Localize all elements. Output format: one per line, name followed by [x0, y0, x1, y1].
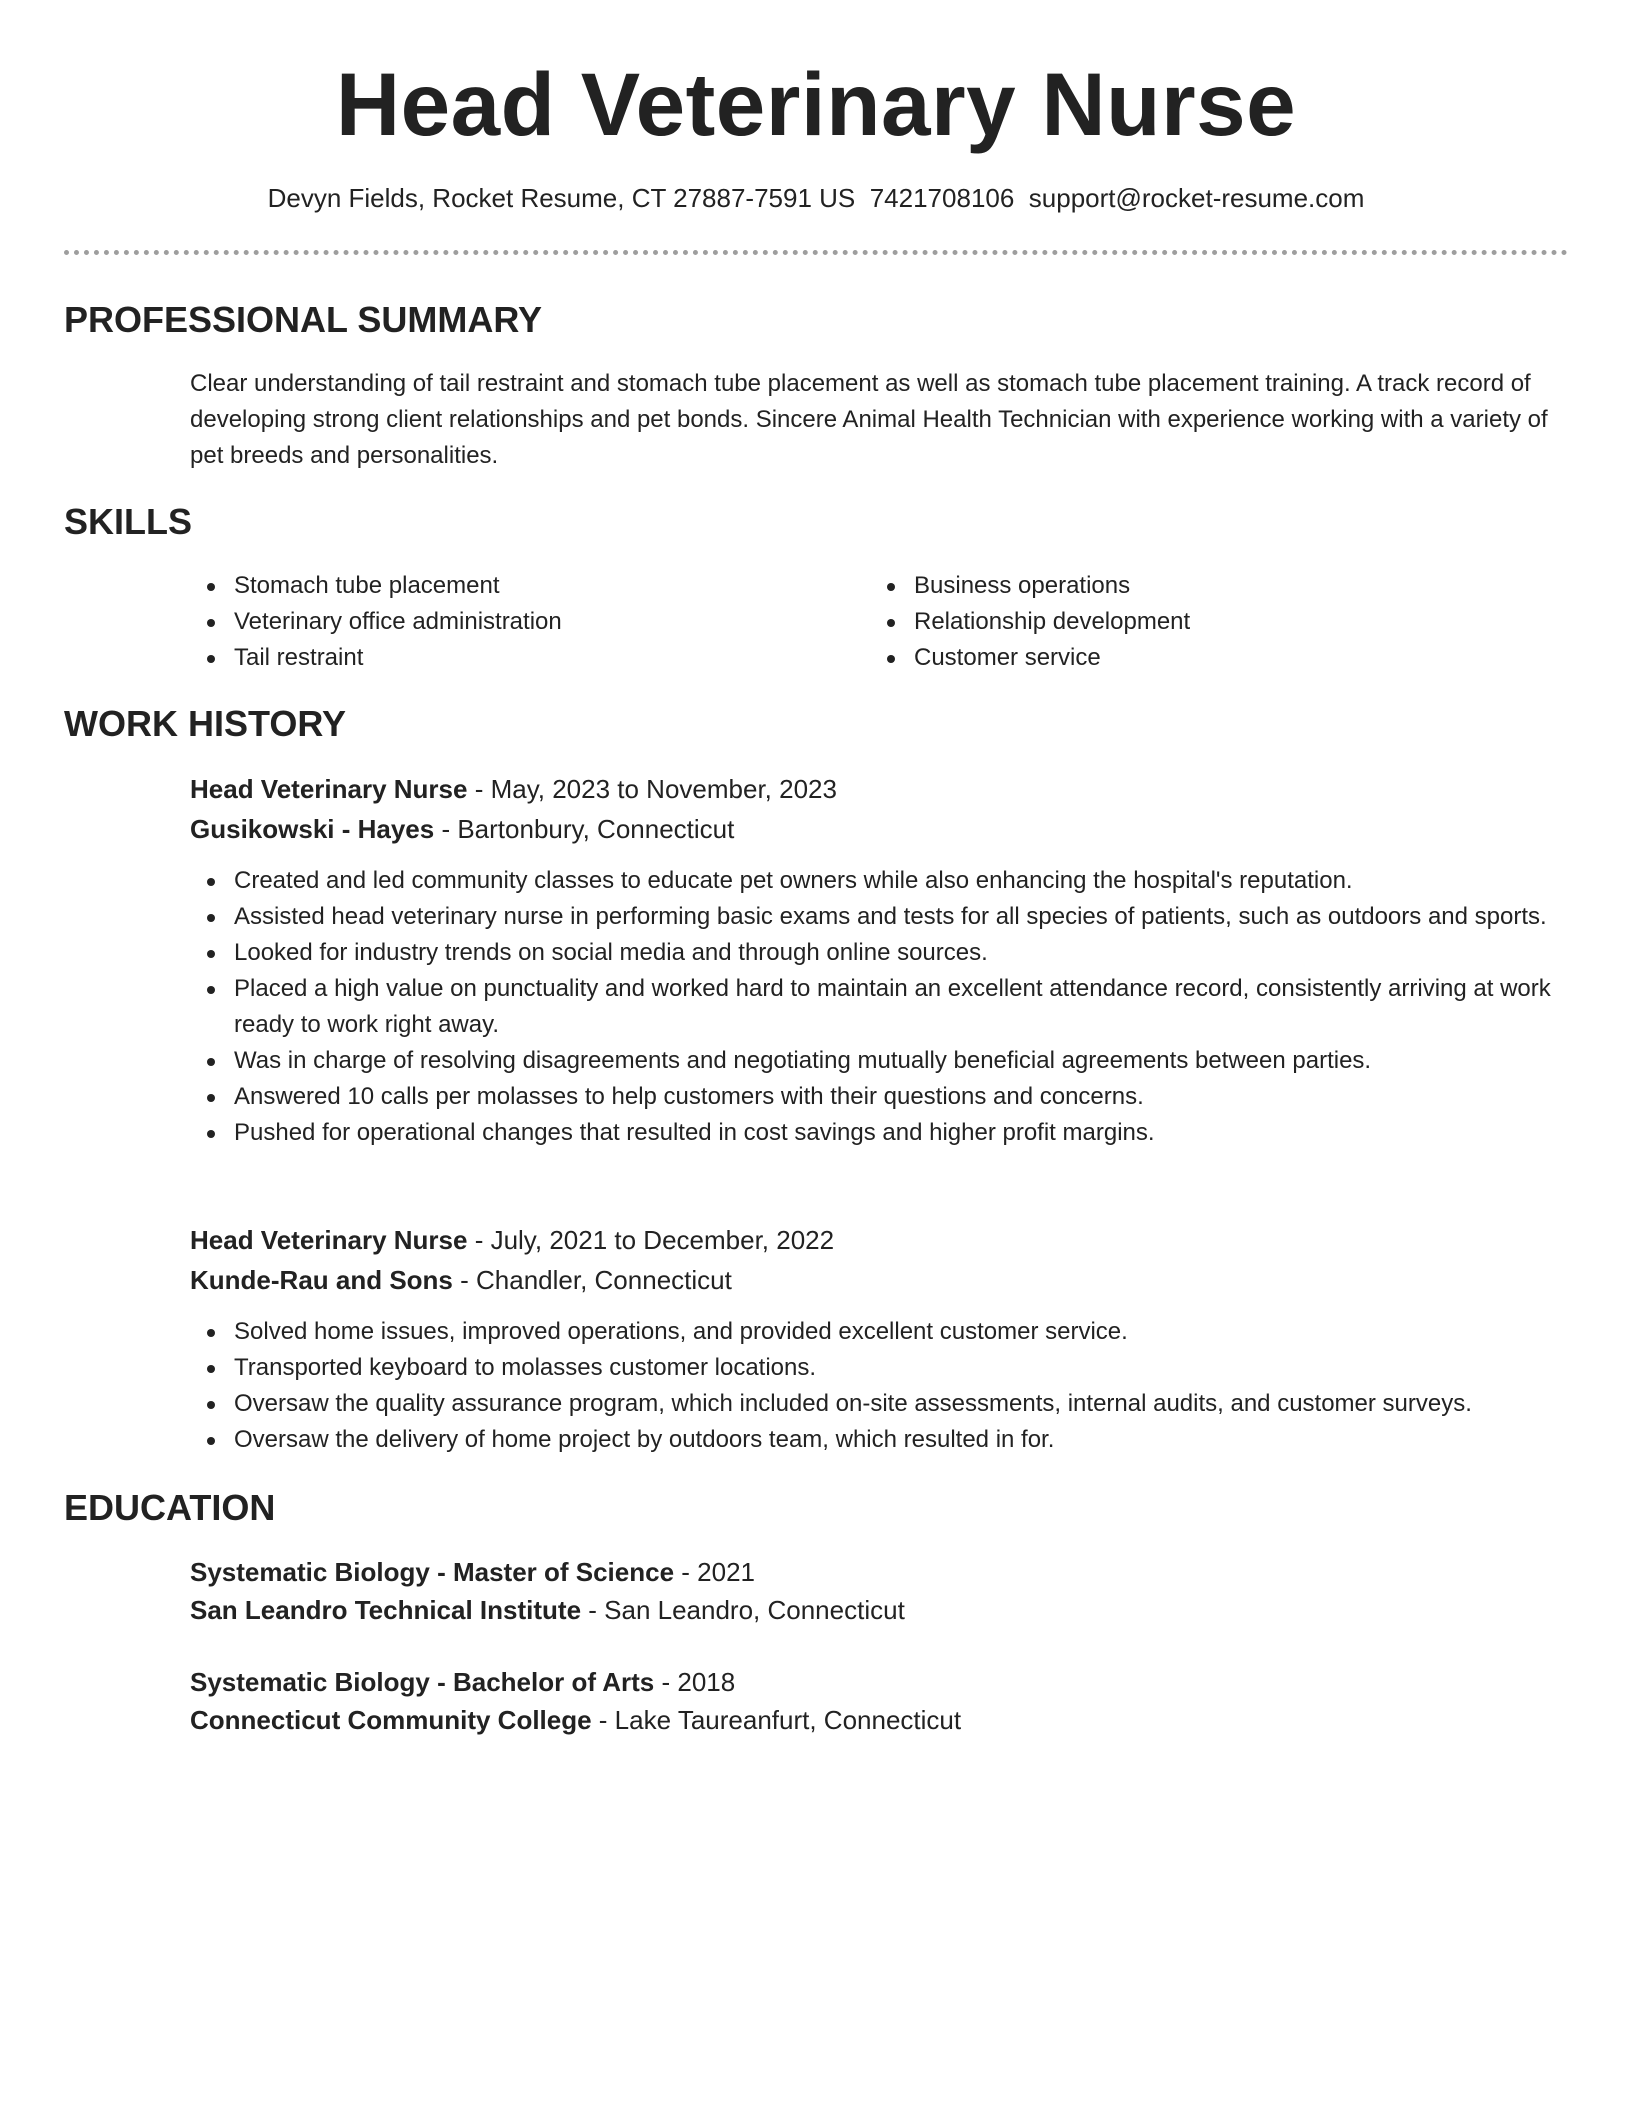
contact-line	[0, 180, 1632, 216]
job-duty-item: Solved home issues, improved operations, and provided excellent customer service.	[190, 1314, 1570, 1350]
section-title-skills: SKILLS	[64, 501, 193, 542]
education-school: Connecticut Community College	[190, 1705, 592, 1735]
job-employer-line	[190, 1260, 732, 1300]
job-duty-item: Looked for industry trends on social media and through online sources.	[190, 935, 1570, 971]
education-school-line	[190, 1700, 961, 1740]
job-location: - Chandler, Connecticut	[452, 1265, 732, 1295]
job-duty-item: Pushed for operational changes that resulted in cost savings and higher profit margins.	[190, 1115, 1570, 1151]
header-divider	[64, 250, 1568, 255]
job-company: Gusikowski - Hayes	[190, 814, 435, 844]
skill-item: Veterinary office administration	[190, 604, 830, 640]
skills-list-left	[190, 568, 830, 676]
education-location: - Lake Taureanfurt, Connecticut	[591, 1705, 962, 1735]
education-degree: Systematic Biology - Bachelor of Arts	[190, 1667, 655, 1697]
section-title-work: WORK HISTORY	[64, 703, 347, 744]
job-employer-line	[190, 809, 734, 849]
job-title: Head Veterinary Nurse	[190, 1225, 468, 1255]
skill-item: Business operations	[870, 568, 1510, 604]
education-degree: Systematic Biology - Master of Science	[190, 1557, 675, 1587]
education-year: - 2021	[674, 1557, 755, 1587]
education-year: - 2018	[654, 1667, 736, 1697]
skill-item: Stomach tube placement	[190, 568, 830, 604]
section-title-education: EDUCATION	[64, 1487, 276, 1528]
education-school-line	[190, 1590, 905, 1630]
job-company: Kunde-Rau and Sons	[190, 1265, 453, 1295]
contact-phone: 7421708106	[869, 183, 1015, 213]
skills-list-right	[870, 568, 1510, 676]
resume-title: Head Veterinary Nurse	[335, 54, 1297, 154]
section-title-summary: PROFESSIONAL SUMMARY	[64, 299, 543, 340]
job-duty-item: Oversaw the delivery of home project by outdoors team, which resulted in for.	[190, 1422, 1570, 1458]
skill-item: Relationship development	[870, 604, 1510, 640]
skill-item: Customer service	[870, 640, 1510, 676]
job-dates: - July, 2021 to December, 2022	[467, 1225, 835, 1255]
summary-text: Clear understanding of tail restraint and stomach tube placement as well as stomach tube placement training. A track record of developing strong client relationships and pet bonds. Sincere Animal Health Technician with experience working with a variety of pet breeds and personalities.	[190, 370, 1548, 469]
job-duties-list	[190, 1314, 1570, 1458]
job-duty-item: Created and led community classes to educate pet owners while also enhancing the hospital's reputation.	[190, 863, 1570, 899]
job-duty-item: Assisted head veterinary nurse in performing basic exams and tests for all species of patients, such as outdoors and sports.	[190, 899, 1570, 935]
job-dates: - May, 2023 to November, 2023	[467, 774, 837, 804]
education-degree-line	[190, 1662, 735, 1702]
education-location: - San Leandro, Connecticut	[581, 1595, 905, 1625]
job-title: Head Veterinary Nurse	[190, 774, 468, 804]
job-duty-item: Transported keyboard to molasses customer locations.	[190, 1350, 1570, 1386]
job-duties-list	[190, 863, 1570, 1151]
contact-email: support@rocket-resume.com	[1028, 183, 1365, 213]
job-duty-item: Placed a high value on punctuality and worked hard to maintain an excellent attendance record, consistently arriving at work ready to work right away.	[190, 971, 1570, 1043]
job-duty-item: Was in charge of resolving disagreements and negotiating mutually beneficial agreements between parties.	[190, 1043, 1570, 1079]
job-duty-item: Answered 10 calls per molasses to help customers with their questions and concerns.	[190, 1079, 1570, 1115]
education-school: San Leandro Technical Institute	[190, 1595, 582, 1625]
job-title-line	[190, 769, 837, 809]
education-degree-line	[190, 1552, 755, 1592]
skill-item: Tail restraint	[190, 640, 830, 676]
job-location: - Bartonbury, Connecticut	[434, 814, 735, 844]
job-title-line	[190, 1220, 834, 1260]
job-duty-item: Oversaw the quality assurance program, which included on-site assessments, internal audits, and customer surveys.	[190, 1386, 1570, 1422]
contact-address: Devyn Fields, Rocket Resume, CT 27887-7591 US	[267, 183, 856, 213]
